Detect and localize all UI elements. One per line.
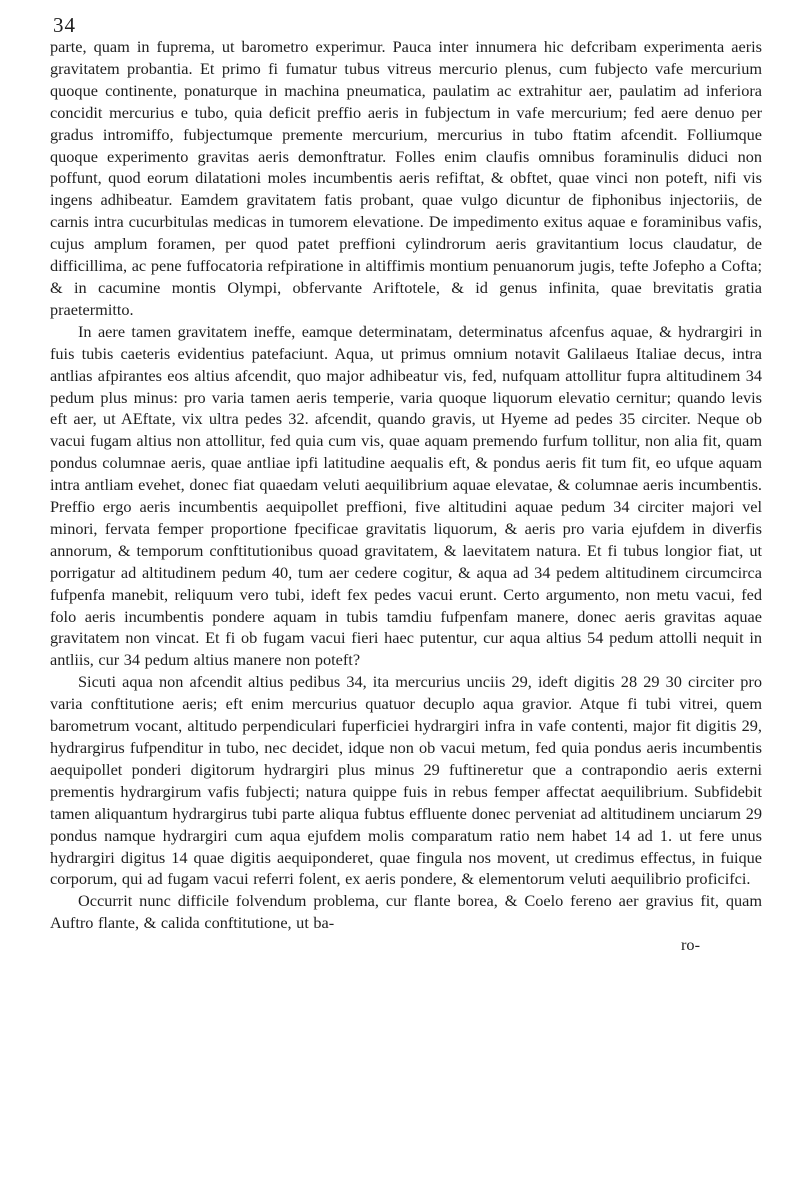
paragraph-1: parte, quam in fuprema, ut barometro experimur. Pauca inter innumera hic defcribam experimenta aeris gravitatem probantia. Et primo fi fumatur tubus vitreus mercurio plenus, cum fubjecto vafe mercurium quoque continente, ponaturque in machina pneumatica, paulatim ac extrahitur aer, paulatim ad inferiora concidit mercurius e tubo, quia deficit preffio aeris in fubjectum in vafe mercurium; fed aere denuo per gradus intromiffo, fubjectumque premente mercurium, mercurius in tubo ftatim afcendit. Folliumque quoque experimento gravitas aeris demonftratur. Folles enim claufis omnibus foraminulis diduci non poffunt, quod eorum dilatationi moles incumbentis aeris refiftat, & obftet, quae vinci non poteft, nifi vis ingens adhibeatur. Eamdem gravitatem fatis probant, quae vulgo dicuntur de fiphonibus injectoriis, de carnis intra cucurbitulas medicas in tumorem elevatione. De impedimento exitus aquae e foraminibus vafis, cujus amplum foramen, per quod patet preffioni cylindrorum aeris gravitantium locus claudatur, de difficillima, ac pene fuffocatoria refpiratione in altiffimis montium penuanorum jugis, tefte Jofepho a Cofta; & in cacumine montis Olympi, obfervante Ariftotele, & id genus infinita, quae brevitatis gratia praetermitto.	[50, 37, 762, 319]
text-body	[50, 36, 762, 934]
catchword: ro-	[681, 935, 700, 955]
book-page	[50, 14, 762, 1179]
paragraph-3: Sicuti aqua non afcendit altius pedibus 34, ita mercurius unciis 29, ideft digitis 28 29 30 circiter pro varia conftitutione aeris; eft enim mercurius quatuor decuplo aqua gravior. Atque fi tubi vitrei, quem barometrum vocant, altitudo perpendiculari fuperficiei hydrargiri infra in vafe contenti, major fit digitis 29, hydrargirus fufpenditur in tubo, nec decidet, idque non ob vacui metum, fed quia pondus aeris incumbentis aequipollet ponderi digitorum hydrargiri plus minus 29 fuftineretur que a contrapondio aeris externi prementis hydrargirum vafis fubjecti; natura quippe fuis in rebus femper affectat aequilibrium. Subfidebit tamen aliquantum hydrargirus tubi parte aliqua fubtus effluente donec perveniat ad altitudinem unciarum 29 pondus namque hydrargiri cum aqua ejufdem molis comparatum ratio nem habet 14 ad 1. ut fere unus hydrargiri digitus 14 quae digitis aequiponderet, quae fingula nos movent, ut credimus effectus, in fuique corporum, qui ad fugam vacui referri folent, ex aeris pondere, & elementorum veluti aequilibrio proficifci.	[50, 672, 762, 889]
page-number: 34	[53, 14, 76, 37]
paragraph-2: In aere tamen gravitatem ineffe, eamque determinatam, determinatus afcenfus aquae, & hydrargiri in fuis tubis caeteris evidentius patefaciunt. Aqua, ut primus omnium notavit Galilaeus Italiae decus, intra antlias afpirantes eos altius afcendit, quo major adhibeatur vis, fed, nufquam attollitur fupra altitudinem 34 pedum plus minus: pro varia tamen aeris temperie, varia quoque liquorum elevatio cernitur; quando levis eft aer, ut AEftate, vix ultra pedes 32. afcendit, quando gravis, ut Hyeme ad pedes 35 circiter. Neque ob vacui fugam altius non attollitur, fed quia cum vis, quae aquam premendo furfum tollitur, non alia fit, quam pondus columnae aeris, quae antliae ipfi latitudine aequalis eft, & pondus aeris fit tum fit, eo ufque aquam intra antliam evehet, donec fiat quaedam veluti aequilibrium aquae elevatae, & columnae aeris incumbentis. Preffio ergo aeris incumbentis aequipollet preffioni, five altitudini aquae pedum 34 circiter majori vel minori, fervata femper proportione fpecificae gravitatis liquorum, & aeris pro varia ejufdem in diverfis annorum, & temporum conftitutionibus quoad gravitatem, & laevitatem natura. Et fi tubus longior fiat, ut porrigatur ad altitudinem pedum 40, tum aer cedere cogitur, & aqua ad 34 pedem altitudinem circumcirca fufpenfa manebit, reliquum vero tubi, ideft fex pedes vacui erunt. Certo argumento, non metu vacui, fed folo aeris incumbentis pondere aquam in tubis tamdiu fufpenfam manere, donec aeris gravitas aquae gravitatem non vincat. Et fi ob fugam vacui fieri haec putentur, cur aqua altius 54 pedum attolli nequit in antliis, cur 34 pedum altius manere non poteft?	[50, 321, 762, 670]
paragraph-4: Occurrit nunc difficile folvendum problema, cur flante borea, & Coelo fereno aer gravius fit, quam Auftro flante, & calida conftitutione, ut ba-	[50, 891, 762, 933]
